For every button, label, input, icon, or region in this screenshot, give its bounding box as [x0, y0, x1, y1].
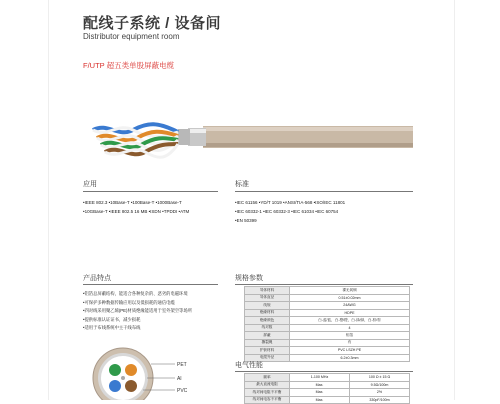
- spec-key: 屏蔽: [245, 332, 290, 340]
- diagram-label: Al: [177, 376, 182, 382]
- page-subtitle: Distributor equipment room: [83, 32, 180, 41]
- electrical-value: 1-100 MHz: [290, 374, 350, 382]
- spec-value: 铝箔: [290, 332, 410, 340]
- spec-row: [245, 324, 410, 332]
- spec-value: 0.51±0.02mm: [290, 294, 410, 302]
- applications-line-1: •IEEE 802.3 •10Base-T •100Base-T •1000Base-T: [83, 200, 182, 205]
- spec-value: 白-蓝/蓝，白-橙/橙，白-绿/绿，白-棕/棕: [290, 317, 410, 325]
- spec-row: [245, 287, 410, 295]
- spec-row: [245, 317, 410, 325]
- spec-row: [245, 332, 410, 340]
- spec-key: 绝缘颜色: [245, 317, 290, 325]
- electrical-row: [245, 374, 410, 382]
- electrical-value: 330pF/100m: [350, 396, 410, 404]
- applications-line-2: •10GBase-T •IEEE 802.5 16 MB •ISDN •TPDDI •ATM: [83, 209, 190, 214]
- spec-row: [245, 309, 410, 317]
- pair-green: [109, 364, 121, 376]
- electrical-key: 频率: [245, 374, 290, 382]
- spec-key: 撕裂绳: [245, 339, 290, 347]
- standards-line-3: •EN 50399: [235, 218, 257, 223]
- product-name: F/UTP 超五类单股屏蔽电缆: [83, 61, 175, 70]
- spec-row: [245, 302, 410, 310]
- electrical-value: Max.: [290, 381, 350, 389]
- feature-item: •可保护多种数据传输应用以及低损耗的通信电缆: [83, 299, 175, 305]
- spec-value: 24AWG: [290, 302, 410, 310]
- diagram-label: PVC: [177, 388, 188, 394]
- spec-value: 裸无氧铜: [290, 287, 410, 295]
- standards-rule: [235, 191, 413, 192]
- spec-key: 导体材料: [245, 287, 290, 295]
- standards-line-1: •IEC 61156 •YD/T 1019 •ANSI/TIA-568 •ISO/IEC 11801: [235, 200, 346, 205]
- page-title: 配线子系统 / 设备间: [83, 15, 222, 32]
- specs-heading: 规格参数: [235, 275, 263, 282]
- electrical-table: [244, 373, 410, 404]
- electrical-key: 最大直流电阻: [245, 381, 290, 389]
- specs-table: [244, 286, 410, 362]
- electrical-row: [245, 381, 410, 389]
- electrical-value: Max.: [290, 389, 350, 397]
- feature-item: •四对线采用聚乙烯(PE)材质绝缘能适用于室外架空等场所: [83, 308, 192, 313]
- cross-section-diagram: [85, 340, 205, 400]
- features-list: [83, 290, 192, 333]
- spec-value: 4: [290, 324, 410, 332]
- spec-value: PVC LSZH PE: [290, 347, 410, 355]
- standards-line-2: •IEC 60332-1 •IEC 60332-3 •IEC 61034 •IEC 60754: [235, 209, 339, 214]
- spec-value: 有: [290, 339, 410, 347]
- electrical-heading: 电气性能: [235, 362, 263, 369]
- spec-row: [245, 354, 410, 362]
- applications-rule: [83, 191, 218, 192]
- spec-row: [245, 294, 410, 302]
- specs-rule: [235, 284, 413, 285]
- electrical-value: 2%: [350, 389, 410, 397]
- pair-orange: [125, 364, 137, 376]
- pair-blue: [109, 380, 121, 392]
- features-heading: 产品特点: [83, 275, 111, 282]
- electrical-row: [245, 389, 410, 397]
- pair-brown: [125, 380, 137, 392]
- electrical-value: 9.5Ω/100m: [350, 381, 410, 389]
- spec-value: 6.2±0.3mm: [290, 354, 410, 362]
- electrical-rule: [235, 371, 413, 372]
- diagram-label: PET: [177, 362, 187, 368]
- spec-key: 护套材料: [245, 347, 290, 355]
- spec-key: 电缆外径: [245, 354, 290, 362]
- features-rule: [83, 284, 218, 285]
- spec-key: 线规: [245, 302, 290, 310]
- spec-row: [245, 339, 410, 347]
- spec-key: 线对数: [245, 324, 290, 332]
- twisted-pairs: [93, 124, 178, 157]
- standards-heading: 标准: [235, 181, 249, 188]
- electrical-key: 线对间电阻不平衡: [245, 389, 290, 397]
- electrical-table-wrap: [244, 373, 410, 404]
- spec-value: HDPE: [290, 309, 410, 317]
- feature-item: •铝箔总屏蔽结构，能适合各种复杂的、恶劣的电磁环境: [83, 291, 188, 296]
- spec-key: 绝缘材料: [245, 309, 290, 317]
- spec-row: [245, 347, 410, 355]
- feature-item: •提供标准认证证书，减少损耗: [83, 316, 141, 322]
- electrical-value: Max.: [290, 396, 350, 404]
- feature-item: •适用于布线系统中主干线布线: [83, 325, 141, 330]
- electrical-value: 100 Ω ± 15 Ω: [350, 374, 410, 382]
- cable-illustration: [83, 108, 413, 168]
- applications-heading: 应用: [83, 181, 97, 188]
- electrical-key: 线对间电容不平衡: [245, 396, 290, 404]
- specs-table-wrap: [244, 286, 410, 362]
- spec-key: 导体直径: [245, 294, 290, 302]
